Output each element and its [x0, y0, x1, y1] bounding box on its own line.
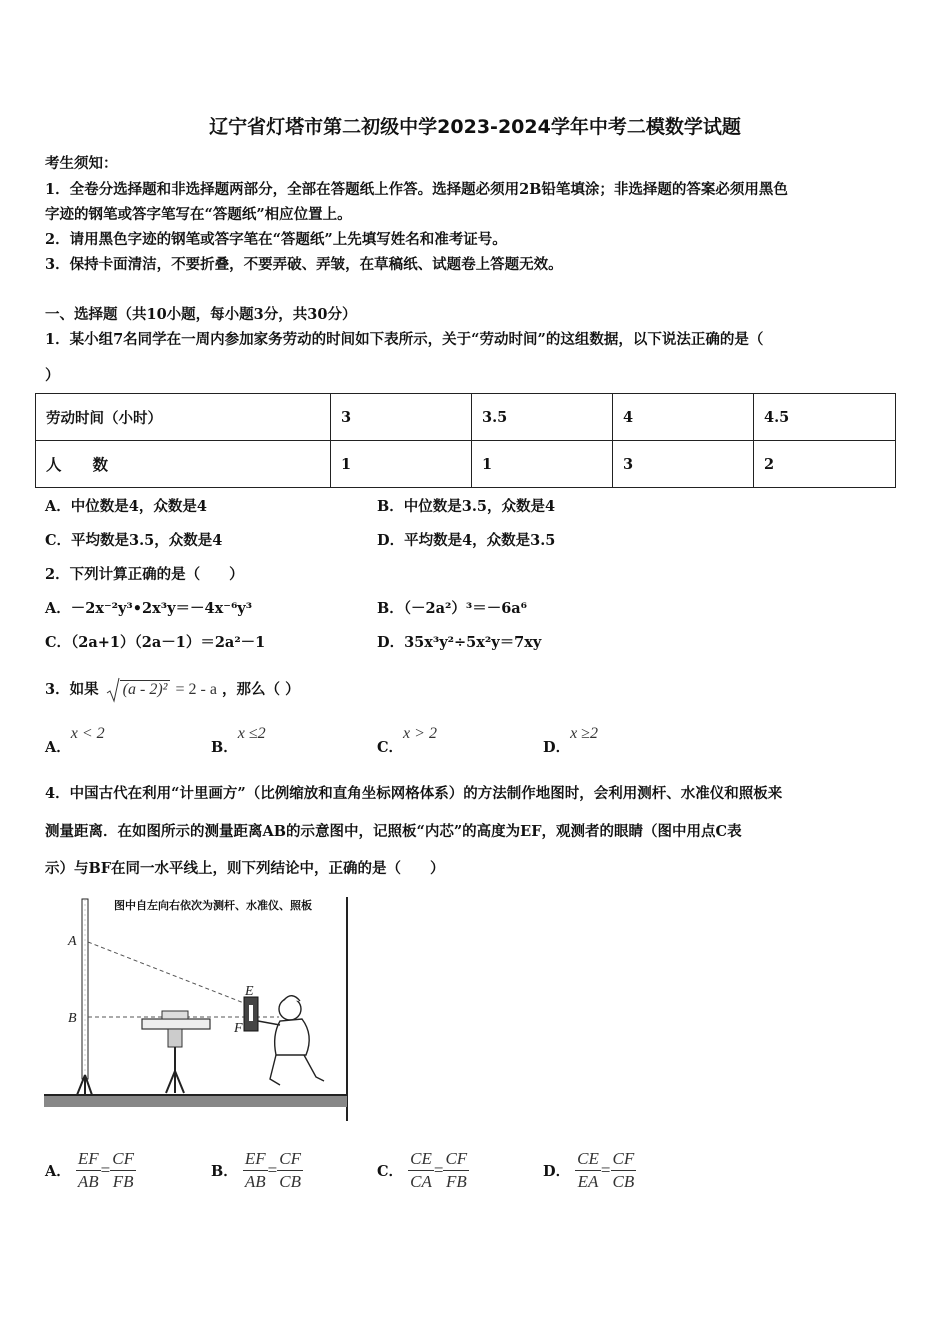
- radical-sign-icon: [106, 677, 120, 703]
- q1-option-d: D．平均数是4，众数是3.5: [377, 532, 556, 549]
- level-instrument: [142, 1011, 210, 1093]
- option-label: C．: [45, 634, 72, 651]
- label-f: F: [234, 1021, 243, 1036]
- numerator: EF: [76, 1148, 101, 1171]
- notice-line-2: 2．请用黑色字迹的钢笔或答字笔在“答题纸”上先填写姓名和准考证号。: [45, 231, 507, 248]
- option-label: A．: [45, 1163, 71, 1180]
- notice-line-1b: 字迹的钢笔或答字笔写在“答题纸”相应位置上。: [45, 206, 352, 223]
- q2-option-a: [45, 597, 252, 618]
- ground: [44, 1095, 347, 1107]
- figure-caption: 图中自左向右依次为测杆、水准仪、照板: [114, 899, 312, 912]
- table-cell: 1: [472, 441, 613, 488]
- denominator: CB: [612, 1172, 635, 1191]
- sqrt-expression: [106, 677, 171, 703]
- equals-sign: =: [433, 1160, 444, 1180]
- table-cell: 3.5: [472, 394, 613, 441]
- q4-figure: [44, 895, 350, 1121]
- q3-option-a: [45, 722, 105, 756]
- q2-a-math: －2x⁻²y³•2x³y＝－4x⁻⁶y³: [70, 600, 253, 617]
- q3-stem: [45, 677, 300, 703]
- numerator: CF: [110, 1148, 136, 1171]
- option-label: A．: [45, 739, 71, 756]
- label-e: E: [245, 984, 254, 999]
- fraction: [243, 1148, 268, 1193]
- measuring-pole: [77, 899, 92, 1095]
- denominator: CB: [279, 1172, 301, 1191]
- numerator: CF: [443, 1148, 469, 1171]
- equals-sign: =: [267, 1160, 278, 1180]
- numerator: CE: [408, 1148, 434, 1171]
- q3-suffix: ，那么（ ）: [222, 681, 300, 698]
- q3-option-c: [377, 722, 437, 756]
- table-row: [36, 394, 896, 441]
- label-b: B: [68, 1011, 77, 1026]
- notice-line-1: 1．全卷分选择题和非选择题两部分，全部在答题纸上作答。选择题必须用2B铅笔填涂；非选择题的答案必须用黑色: [45, 181, 788, 198]
- option-label: B．: [377, 600, 404, 617]
- equals-sign: =: [600, 1160, 611, 1180]
- denominator: FB: [112, 1172, 134, 1191]
- option-label: A．: [45, 600, 71, 617]
- option-label: D．: [543, 1163, 571, 1180]
- q3-b-math: x ≤2: [237, 725, 266, 742]
- q2-option-c: [45, 631, 265, 652]
- numerator: CE: [575, 1148, 601, 1171]
- q3-a-math: x < 2: [70, 725, 105, 742]
- q1-option-c: C．平均数是3.5，众数是4: [45, 532, 223, 549]
- table-cell: 4.5: [754, 394, 896, 441]
- q2-c-math: （2a+1）（2a－1）＝2a²－1: [71, 634, 266, 651]
- q4-stem-line-3: 示）与BF在同一水平线上，则下列结论中，正确的是（ ）: [45, 860, 445, 877]
- table-cell: 2: [754, 441, 896, 488]
- page-title: 辽宁省灯塔市第二初级中学2023-2024学年中考二模数学试题: [209, 116, 741, 138]
- equals-sign: =: [100, 1160, 111, 1180]
- denominator: FB: [445, 1172, 467, 1191]
- fraction: [408, 1148, 434, 1193]
- fraction: [277, 1148, 303, 1193]
- q3-rhs: = 2 - a: [175, 681, 217, 698]
- q2-d-math: 35x³y²÷5x²y＝7xy: [404, 634, 542, 651]
- fraction: [76, 1148, 101, 1193]
- q1-table: [35, 393, 896, 488]
- q3-option-b: [211, 722, 266, 756]
- q1-option-b: B．中位数是3.5，众数是4: [377, 498, 556, 515]
- q4-option-a: [45, 1148, 136, 1193]
- option-label: D．: [377, 634, 405, 651]
- table-cell: 1: [331, 441, 472, 488]
- table-cell: 4: [613, 394, 754, 441]
- fraction: [575, 1148, 601, 1193]
- option-label: D．: [543, 739, 571, 756]
- q1-stem: 1．某小组7名同学在一周内参加家务劳动的时间如下表所示，关于“劳动时间”的这组数据，以下说法正确的是（: [45, 331, 764, 348]
- table-cell: 3: [331, 394, 472, 441]
- q3-d-math: x ≥2: [570, 725, 598, 742]
- denominator: AB: [244, 1172, 266, 1191]
- q2-option-b: [377, 597, 527, 618]
- q3-prefix: 3．如果: [45, 681, 99, 698]
- q2-b-math: （－2a²）³＝－6a⁶: [403, 600, 528, 617]
- table-cell: 劳动时间（小时）: [36, 394, 331, 441]
- numerator: CF: [277, 1148, 303, 1171]
- sight-line-a: [88, 942, 249, 1005]
- q1-option-a: A．中位数是4，众数是4: [45, 498, 207, 515]
- fraction: [611, 1148, 637, 1193]
- q4-stem-line-2: 测量距离．在如图所示的测量距离AB的示意图中，记照板“内芯”的高度为EF，观测者的眼睛（图中用点C表: [45, 823, 742, 840]
- q4-stem-line-1: 4．中国古代在利用“计里画方”（比例缩放和直角坐标网格体系）的方法制作地图时，会利用测杆、水准仪和照板来: [45, 785, 783, 802]
- option-label: B．: [211, 739, 238, 756]
- q3-option-d: [543, 722, 598, 756]
- notice-heading: 考生须知：: [45, 155, 118, 172]
- q1-stem-end: ）: [45, 367, 60, 384]
- measurement-diagram: [44, 895, 350, 1121]
- q2-stem: 2．下列计算正确的是（ ）: [45, 566, 244, 583]
- q4-option-d: [543, 1148, 636, 1193]
- q2-option-d: [377, 631, 541, 652]
- notice-line-3: 3．保持卡面清洁，不要折叠，不要弄破、弄皱，在草稿纸、试题卷上答题无效。: [45, 256, 563, 273]
- table-row: [36, 441, 896, 488]
- q3-radicand: (a - 2)²: [120, 680, 171, 698]
- denominator: CA: [410, 1172, 432, 1191]
- numerator: EF: [243, 1148, 268, 1171]
- section-heading: 一、选择题（共10小题，每小题3分，共30分）: [45, 306, 357, 323]
- q4-option-b: [211, 1148, 303, 1193]
- fraction: [443, 1148, 469, 1193]
- option-label: C．: [377, 1163, 404, 1180]
- option-label: B．: [211, 1163, 238, 1180]
- table-cell: 人 数: [36, 441, 331, 488]
- option-label: C．: [377, 739, 404, 756]
- label-a: A: [68, 934, 77, 949]
- q3-c-math: x > 2: [403, 725, 437, 742]
- fraction: [110, 1148, 136, 1193]
- q4-option-c: [377, 1148, 469, 1193]
- observer-figure: [258, 996, 324, 1085]
- table-cell: 3: [613, 441, 754, 488]
- denominator: AB: [77, 1172, 99, 1191]
- denominator: EA: [577, 1172, 599, 1191]
- numerator: CF: [611, 1148, 637, 1171]
- sighting-board: [244, 997, 258, 1031]
